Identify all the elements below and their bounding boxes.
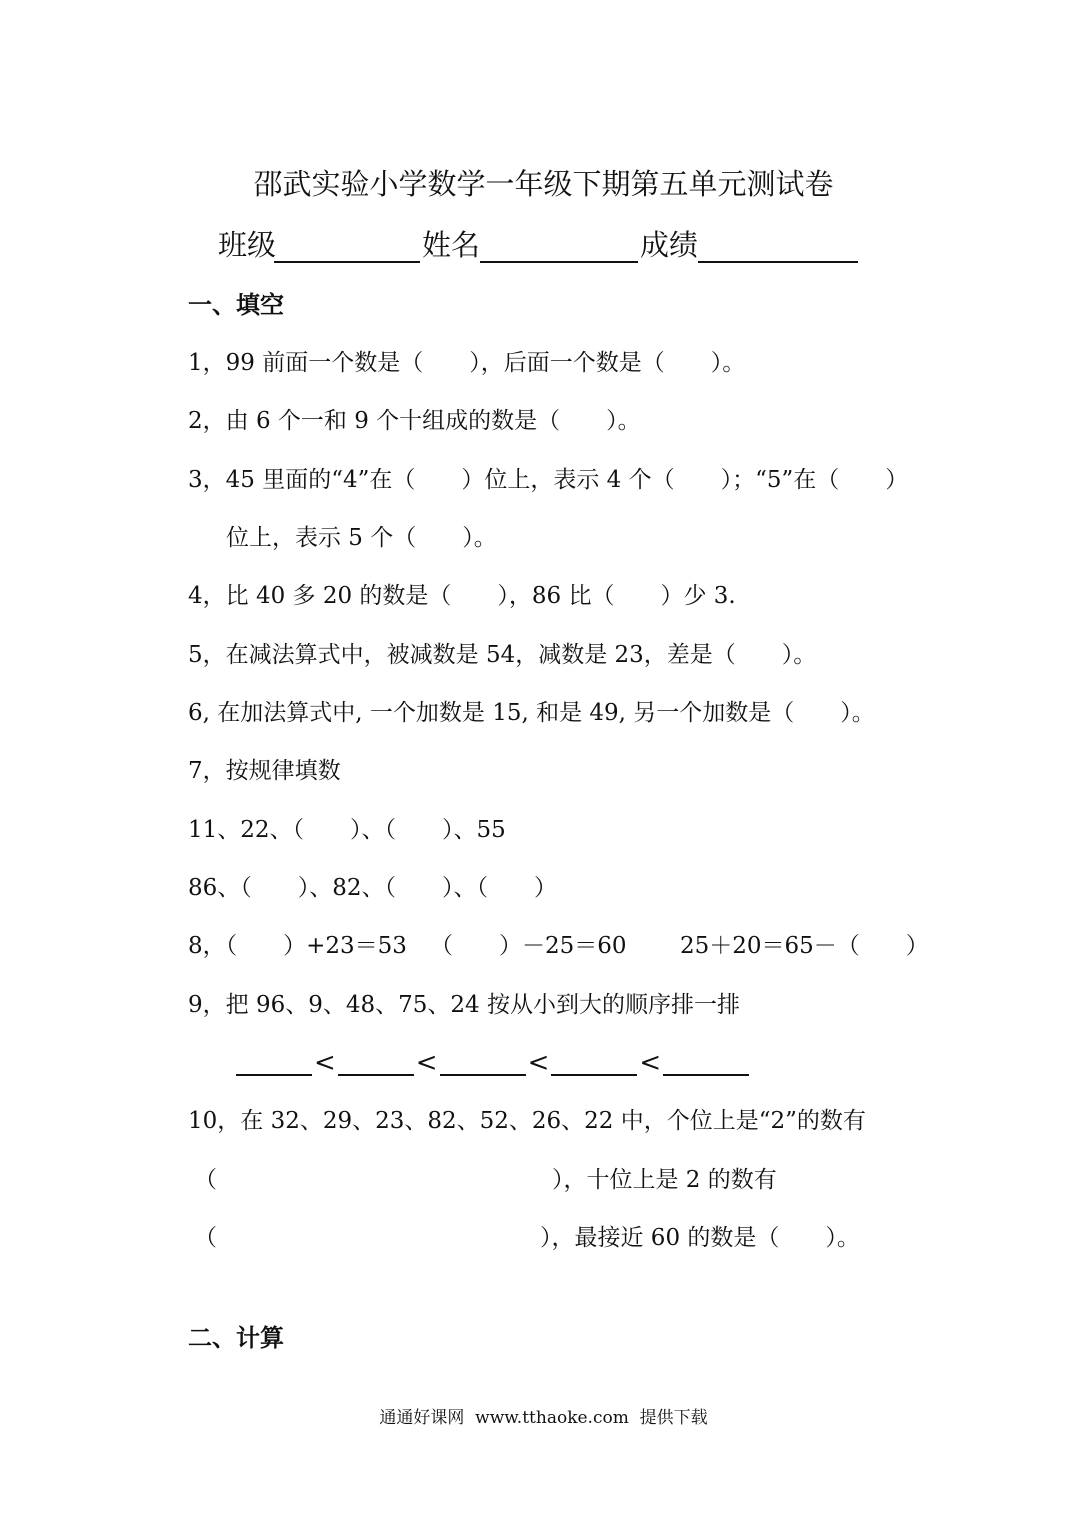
question-8-part-b: （ ）－25＝60 [430,933,627,959]
question-5: 5，在减法算式中，被减数是 54，减数是 23，差是（ ）。 [188,642,817,668]
less-than-sign: < [639,1048,662,1078]
page-title: 邵武实验小学数学一年级下期第五单元测试卷 [253,167,834,201]
question-10-line-2: ），十位上是 2 的数有 [552,1167,777,1193]
question-3-line-1: 3，45 里面的“4”在（ ）位上，表示 4 个（ ）；“5”在（ ） [188,467,909,493]
question-10-line-1: 10，在 32、29、23、82、52、26、22 中，个位上是“2”的数有 [188,1108,866,1134]
less-than-sign: < [314,1048,336,1078]
question-7: 7，按规律填数 [188,758,341,784]
order-blank-5[interactable] [663,1052,749,1076]
name-label: 姓名 [422,228,481,262]
score-field[interactable] [698,261,858,263]
question-9: 9，把 96、9、48、75、24 按从小到大的顺序排一排 [188,992,740,1018]
question-8-part-c: 25＋20＝65－（ ） [680,933,929,959]
order-blank-2[interactable] [338,1052,414,1076]
name-field[interactable] [480,261,638,263]
less-than-sign: < [415,1048,438,1078]
question-7-sequence-b: 86、（ ）、82、（ ）、（ ） [188,875,558,901]
question-10-line-3: ），最接近 60 的数是（ ）。 [540,1225,860,1251]
question-1: 1，99 前面一个数是（ ），后面一个数是（ ）。 [188,350,746,376]
ordering-row [236,1050,749,1076]
section-heading-calculation: 二、计算 [188,1324,284,1352]
class-field[interactable] [274,261,420,263]
question-10-open-paren: （ [194,1167,217,1193]
question-8-part-a: 8，（ ）+23＝53 [188,933,407,959]
question-2: 2，由 6 个一和 9 个十组成的数是（ ）。 [188,408,641,434]
question-10-open-paren: （ [194,1225,217,1251]
question-4: 4，比 40 多 20 的数是（ ），86 比（ ）少 3. [188,583,736,609]
question-7-sequence-a: 11、22、（ ）、（ ）、55 [188,817,506,843]
section-heading-fill-blanks: 一、填空 [188,291,284,319]
less-than-sign: < [527,1048,550,1078]
question-6: 6, 在加法算式中, 一个加数是 15, 和是 49, 另一个加数是（ ）。 [188,700,875,726]
score-label: 成绩 [640,228,699,262]
order-blank-1[interactable] [236,1052,312,1076]
footer-source: 通通好课网 www.tthaoke.com 提供下载 [379,1408,708,1428]
order-blank-3[interactable] [440,1052,526,1076]
question-3-line-2: 位上，表示 5 个（ ）。 [226,525,497,551]
order-blank-4[interactable] [551,1052,637,1076]
class-label: 班级 [218,228,277,262]
